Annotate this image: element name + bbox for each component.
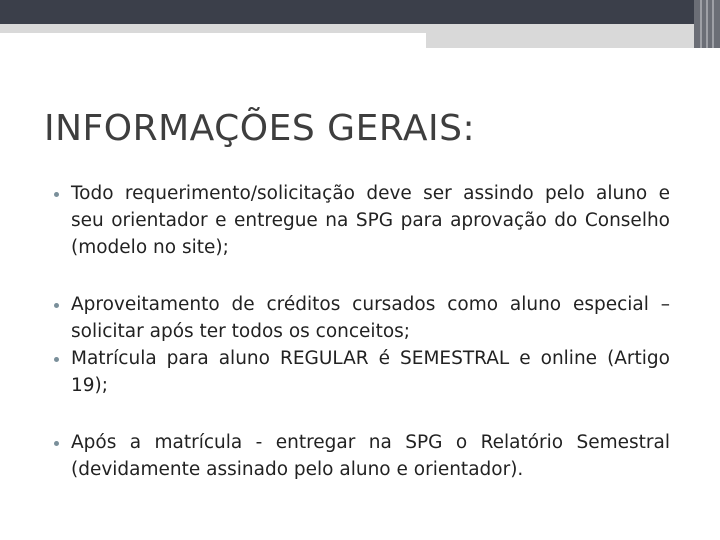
corner-line — [706, 0, 708, 48]
header-stripe — [0, 24, 720, 33]
bullet-text: Matrícula para aluno REGULAR é SEMESTRAL e online (Artigo 19); — [71, 348, 670, 396]
slide-title: INFORMAÇÕES GERAIS: — [44, 108, 476, 149]
bullet-text: Aproveitamento de créditos cursados como aluno especial – solicitar após ter todos os conceitos; — [71, 294, 670, 342]
bullet-list — [54, 180, 670, 483]
bullet-dot-icon — [54, 303, 59, 308]
bullet-dot-icon — [54, 192, 59, 197]
bullet-text: Todo requerimento/solicitação deve ser assindo pelo aluno e seu orientador e entregue na SPG para aprovação do Conselho (modelo no site); — [71, 183, 670, 258]
corner-line — [700, 0, 702, 48]
bullet-dot-icon — [54, 357, 59, 362]
bullet-item — [54, 180, 670, 261]
bullet-item — [54, 429, 670, 483]
bullet-item — [54, 291, 670, 345]
bullet-text: Após a matrícula - entregar na SPG o Relatório Semestral (devidamente assinado pelo aluno e orientador). — [71, 432, 670, 480]
header-stripe-extension — [426, 33, 720, 48]
header-bar — [0, 0, 720, 24]
bullet-item — [54, 345, 670, 399]
bullet-dot-icon — [54, 441, 59, 446]
corner-line — [712, 0, 714, 48]
